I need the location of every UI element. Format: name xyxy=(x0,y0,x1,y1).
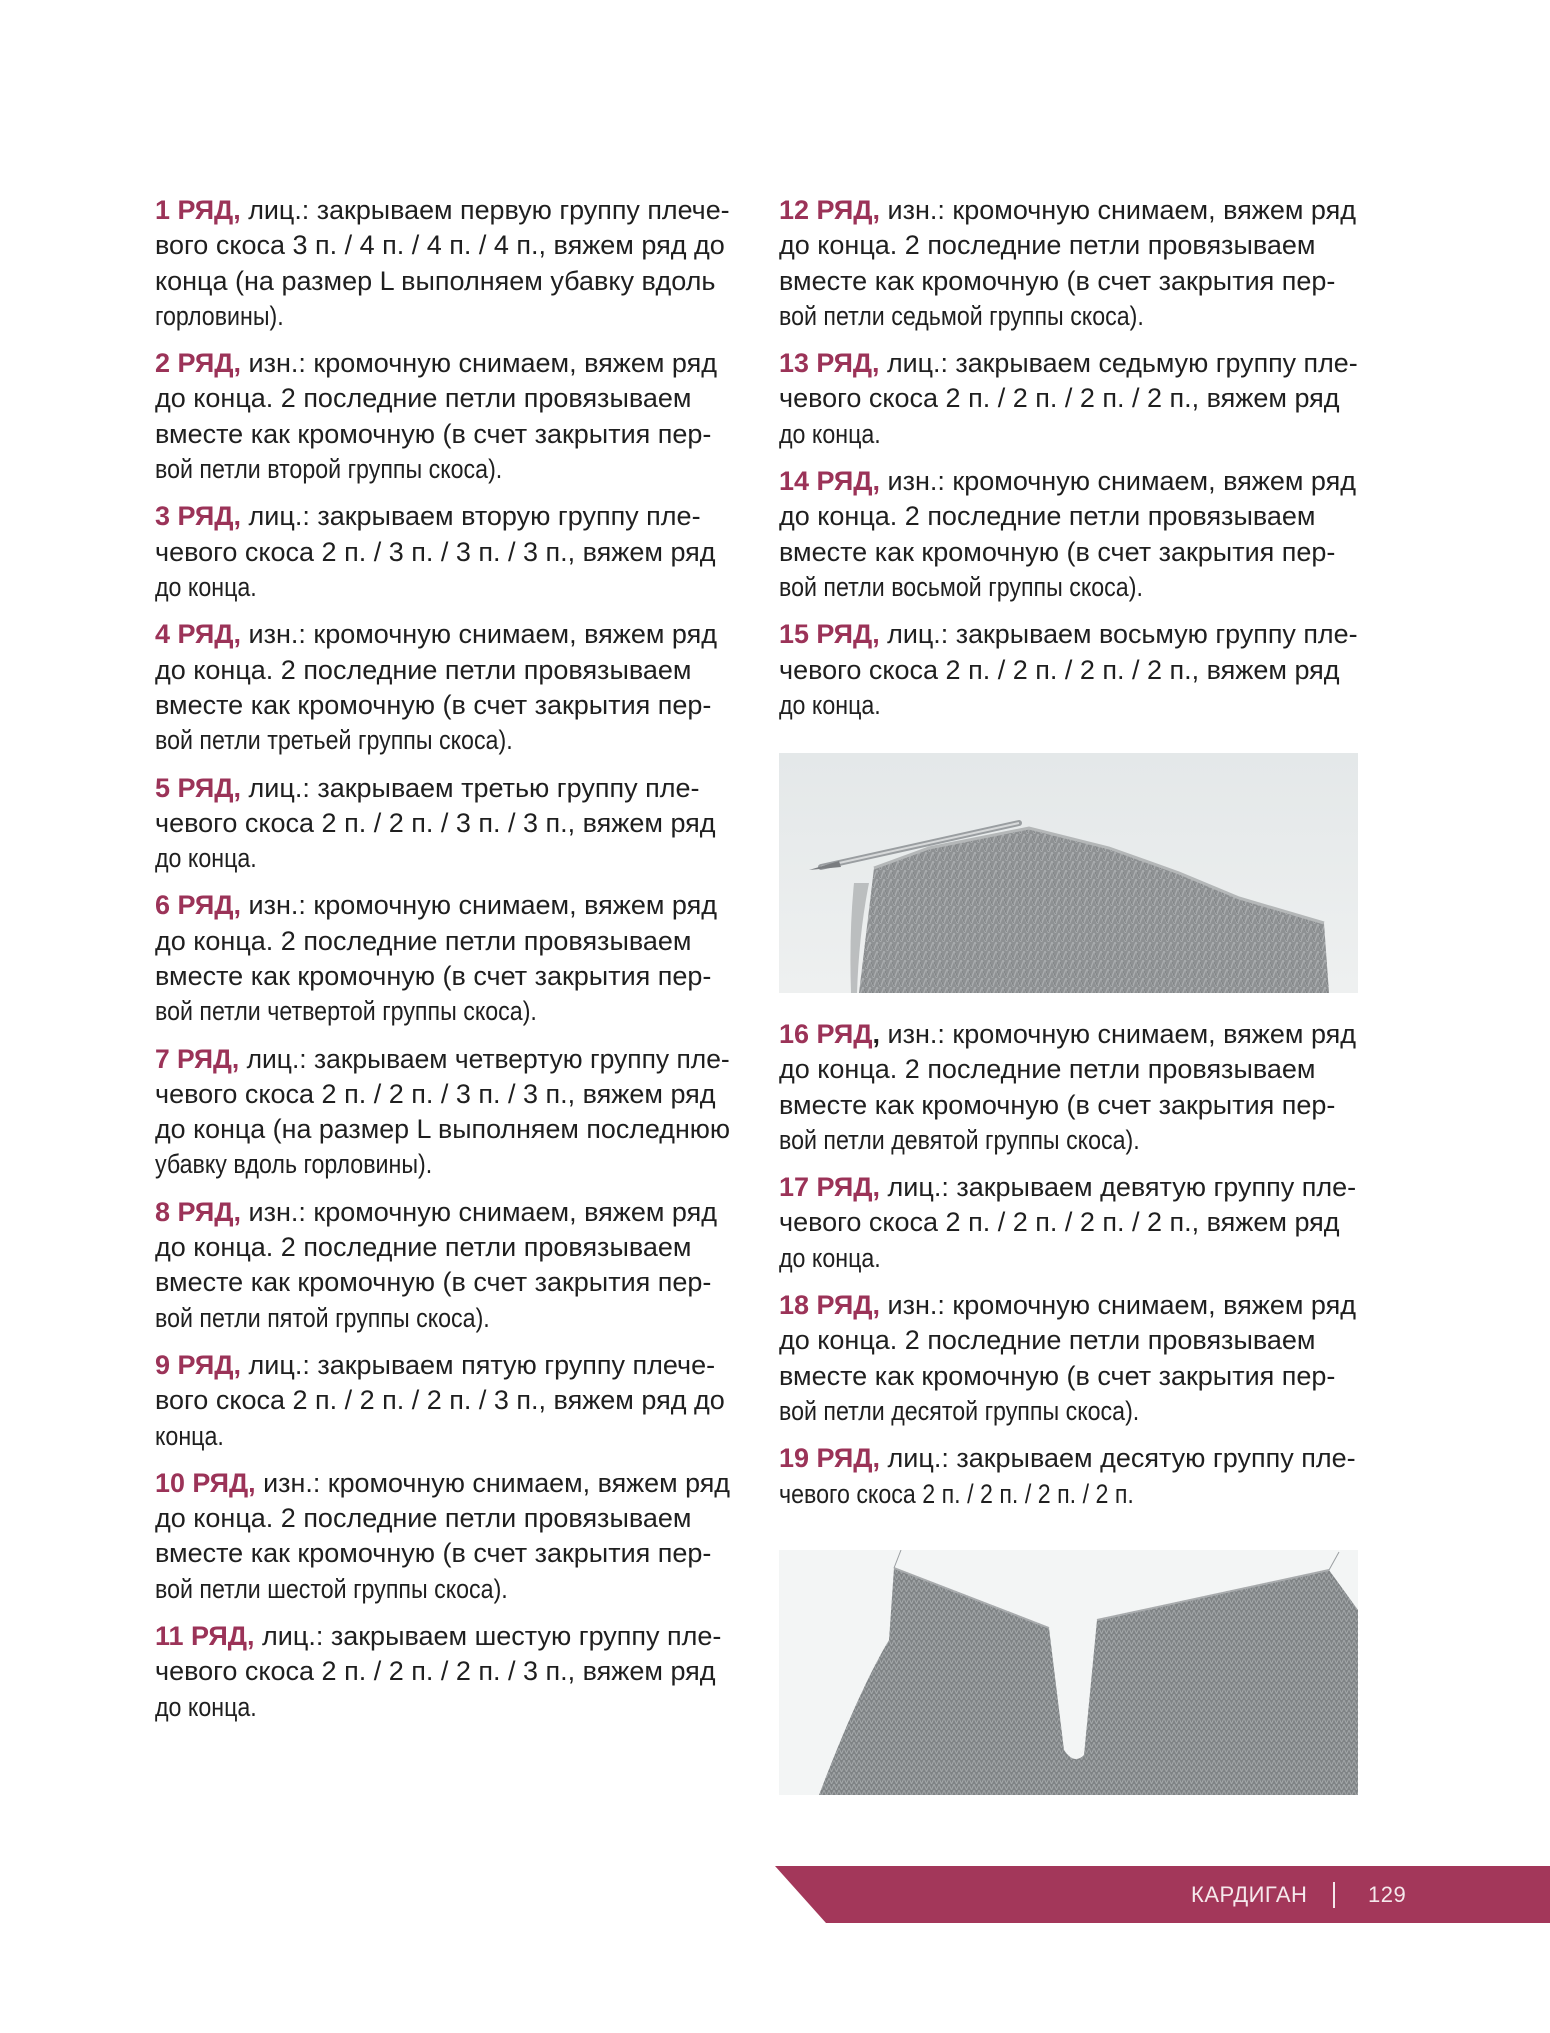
row-number-label: 11 РЯД, xyxy=(155,1621,255,1652)
instruction-line xyxy=(779,1017,1358,1052)
instruction-line xyxy=(779,688,1277,723)
instruction-line xyxy=(155,994,650,1029)
instruction-line xyxy=(155,1572,650,1607)
instruction-line xyxy=(779,1052,1358,1087)
row-instruction xyxy=(155,771,730,877)
instruction-line xyxy=(779,299,1277,334)
row-number-label: 19 РЯД, xyxy=(779,1443,881,1474)
instruction-line xyxy=(155,888,730,923)
instruction-line xyxy=(779,1359,1358,1394)
instruction-text: вой петли третьей группы скоса). xyxy=(155,725,513,756)
instruction-text: лиц.: закрываем третью группу пле- xyxy=(248,772,700,803)
instruction-line xyxy=(779,570,1277,605)
instruction-text: лиц.: закрываем десятую группу пле- xyxy=(887,1443,1356,1474)
instruction-line xyxy=(155,1077,730,1112)
instruction-line xyxy=(155,653,730,688)
instruction-line xyxy=(779,1477,1277,1512)
instruction-text: изн.: кромочную снимаем, вяжем ряд xyxy=(887,1290,1357,1321)
instruction-text: изн.: кромочную снимаем, вяжем ряд xyxy=(248,348,717,379)
row-number-label: 5 РЯД, xyxy=(155,772,241,803)
instruction-line xyxy=(155,1654,730,1689)
instruction-line xyxy=(155,771,730,806)
instruction-text: лиц.: закрываем шестую группу пле- xyxy=(262,1621,722,1652)
instruction-line xyxy=(155,1348,730,1383)
instruction-line xyxy=(779,228,1358,263)
instruction-line xyxy=(779,1170,1358,1205)
instruction-line xyxy=(155,959,730,994)
knitting-shoulder-photo xyxy=(779,753,1358,993)
instruction-line xyxy=(155,1301,650,1336)
instruction-text: чевого скоса 2 п. / 2 п. / 2 п. / 2 п., вяжем ряд xyxy=(779,1207,1340,1238)
instruction-line xyxy=(779,417,1277,452)
instruction-line xyxy=(155,1230,730,1265)
instruction-text: до конца. xyxy=(155,571,257,602)
instruction-text: до конца. 2 последние петли провязываем xyxy=(155,383,692,414)
row-instruction xyxy=(155,1619,730,1725)
row-number-label: 15 РЯД, xyxy=(779,619,880,650)
instruction-text: изн.: кромочную снимаем, вяжем ряд xyxy=(248,890,717,921)
instruction-text: до конца (на размер L выполняем последнюю xyxy=(155,1114,731,1145)
instruction-line xyxy=(779,1241,1277,1276)
instruction-text: чевого скоса 2 п. / 2 п. / 3 п. / 3 п., вяжем ряд xyxy=(155,1078,716,1109)
instruction-line xyxy=(779,1323,1358,1358)
instruction-line xyxy=(779,1123,1277,1158)
row-number-label: 6 РЯД, xyxy=(155,890,241,921)
instruction-text: до конца. 2 последние петли провязываем xyxy=(779,1054,1316,1085)
row-number-label: 9 РЯД, xyxy=(155,1350,241,1380)
instruction-text: до конца. xyxy=(155,1691,257,1722)
instruction-line xyxy=(155,264,730,299)
instruction-line xyxy=(155,535,730,570)
instruction-line xyxy=(155,417,730,452)
instruction-text: изн.: кромочную снимаем, вяжем ряд xyxy=(248,1196,717,1227)
row-instruction xyxy=(779,617,1358,723)
instruction-text: чевого скоса 2 п. / 2 п. / 2 п. / 2 п. xyxy=(779,1478,1134,1509)
row-instruction xyxy=(155,1042,730,1183)
instruction-text: лиц.: закрываем четвертую группу пле- xyxy=(246,1043,730,1074)
instruction-text: до конца. 2 последние петли провязываем xyxy=(779,1325,1316,1356)
instruction-text: вой петли шестой группы скоса). xyxy=(155,1573,508,1604)
instruction-line xyxy=(779,346,1358,381)
instruction-text: изн.: кромочную снимаем, вяжем ряд xyxy=(887,1019,1357,1049)
row-number-comma: , xyxy=(872,1019,881,1049)
instruction-text: изн.: кромочную снимаем, вяжем ряд xyxy=(887,466,1357,497)
instruction-line xyxy=(779,1205,1358,1240)
instruction-line xyxy=(155,1112,730,1147)
instruction-text: лиц.: закрываем первую группу плече- xyxy=(248,195,730,225)
instruction-line xyxy=(155,452,650,487)
instruction-text: до конца. 2 последние петли провязываем xyxy=(155,925,692,956)
instruction-text: вой петли второй группы скоса). xyxy=(155,454,503,485)
row-instruction xyxy=(779,346,1358,452)
neckline-photo-image xyxy=(779,1550,1358,1795)
instruction-text: вместе как кромочную (в счет закрытия пер- xyxy=(155,418,712,449)
instruction-text: конца (на размер L выполняем убавку вдоль xyxy=(155,265,716,296)
row-number-label: 3 РЯД, xyxy=(155,501,241,532)
row-number-label: 1 РЯД, xyxy=(155,195,241,225)
instruction-text: лиц.: закрываем девятую группу пле- xyxy=(887,1172,1357,1203)
instruction-line xyxy=(155,193,730,228)
row-instruction xyxy=(155,1195,730,1336)
row-instruction xyxy=(779,1170,1358,1276)
instruction-line xyxy=(779,381,1358,416)
instruction-line xyxy=(155,1195,730,1230)
instruction-line xyxy=(155,1147,650,1182)
row-instruction xyxy=(155,193,730,334)
section-title: КАРДИГАН xyxy=(1191,1882,1308,1907)
instruction-text: лиц.: закрываем вторую группу пле- xyxy=(248,501,701,532)
instruction-line xyxy=(779,1088,1358,1123)
row-number-label: 14 РЯД, xyxy=(779,466,881,497)
instruction-line xyxy=(779,499,1358,534)
instruction-line xyxy=(155,723,650,758)
row-number-label: 4 РЯД, xyxy=(155,619,241,650)
row-number-label: 13 РЯД, xyxy=(779,348,880,379)
instruction-text: до конца. 2 последние петли провязываем xyxy=(155,654,692,685)
instruction-text: вой петли седьмой группы скоса). xyxy=(779,300,1144,331)
row-number-label: 12 РЯД, xyxy=(779,195,881,225)
instruction-text: вой петли пятой группы скоса). xyxy=(155,1302,490,1333)
instruction-line xyxy=(779,1288,1358,1323)
instruction-text: вместе как кромочную (в счет закрытия пер- xyxy=(155,1538,712,1569)
instruction-text: вместе как кромочную (в счет закрытия пер- xyxy=(155,689,712,720)
instruction-text: изн.: кромочную снимаем, вяжем ряд xyxy=(887,195,1357,225)
instruction-text: вой петли девятой группы скоса). xyxy=(779,1124,1140,1155)
instruction-text: лиц.: закрываем пятую группу плече- xyxy=(248,1350,716,1380)
instruction-line xyxy=(155,806,730,841)
instruction-text: чевого скоса 2 п. / 2 п. / 3 п. / 3 п., вяжем ряд xyxy=(155,807,716,838)
row-number-label: 8 РЯД, xyxy=(155,1196,241,1227)
instruction-line xyxy=(779,264,1358,299)
row-number-label: 7 РЯД, xyxy=(155,1043,240,1074)
row-instruction xyxy=(779,464,1358,605)
instruction-line xyxy=(779,535,1358,570)
instruction-text: изн.: кромочную снимаем, вяжем ряд xyxy=(248,619,717,650)
instruction-line xyxy=(155,499,730,534)
instruction-line xyxy=(155,1419,650,1454)
row-number-label: 2 РЯД, xyxy=(155,348,241,379)
instruction-text: чевого скоса 2 п. / 2 п. / 2 п. / 3 п., вяжем ряд xyxy=(155,1656,716,1687)
instruction-text: вместе как кромочную (в счет закрытия пер- xyxy=(779,536,1336,567)
instruction-text: вой петли четвертой группы скоса). xyxy=(155,996,537,1027)
row-number-label: 10 РЯД, xyxy=(155,1467,256,1498)
instruction-line xyxy=(779,1441,1358,1476)
shoulder-photo-image xyxy=(779,753,1358,993)
instruction-line xyxy=(155,1265,730,1300)
instruction-text: вого скоса 3 п. / 4 п. / 4 п. / 4 п., вяжем ряд до xyxy=(155,230,725,261)
row-instruction xyxy=(155,1348,730,1454)
instruction-line xyxy=(155,1042,730,1077)
instruction-line xyxy=(779,464,1358,499)
instruction-text: вой петли восьмой группы скоса). xyxy=(779,571,1143,602)
instruction-line xyxy=(155,346,730,381)
instruction-line xyxy=(155,1383,730,1418)
footer-band-shape xyxy=(775,1866,1550,1923)
instruction-text: конца. xyxy=(155,1420,224,1451)
instruction-line xyxy=(155,1536,730,1571)
instruction-text: лиц.: закрываем седьмую группу пле- xyxy=(886,348,1358,379)
row-instruction xyxy=(155,499,730,605)
row-instruction xyxy=(155,1466,730,1607)
row-instruction xyxy=(779,1441,1358,1512)
instruction-line xyxy=(779,653,1358,688)
instruction-text: убавку вдоль горловины). xyxy=(155,1149,433,1180)
footer-band xyxy=(775,1866,1550,1923)
row-instruction xyxy=(155,617,730,758)
instruction-text: чевого скоса 2 п. / 2 п. / 2 п. / 2 п., вяжем ряд xyxy=(779,383,1340,414)
instruction-text: горловины). xyxy=(155,300,284,331)
page-number: 129 xyxy=(1368,1882,1407,1907)
instruction-text: до конца. 2 последние петли провязываем xyxy=(155,1232,692,1263)
instruction-text: до конца. xyxy=(779,418,881,449)
instruction-text: вместе как кромочную (в счет закрытия пер- xyxy=(155,1267,712,1298)
instruction-text: до конца. 2 последние петли провязываем xyxy=(779,230,1316,261)
row-instruction xyxy=(155,888,730,1029)
row-number-label: 16 РЯД xyxy=(779,1019,873,1049)
instruction-text: до конца. xyxy=(155,843,257,874)
instruction-line xyxy=(779,617,1358,652)
instruction-line xyxy=(155,228,730,263)
instruction-line xyxy=(155,841,650,876)
row-instruction xyxy=(779,1017,1358,1158)
row-number-label: 18 РЯД, xyxy=(779,1290,881,1321)
instruction-text: до конца. 2 последние петли провязываем xyxy=(779,501,1316,532)
instruction-line xyxy=(779,193,1358,228)
instruction-line xyxy=(779,1394,1277,1429)
instruction-line xyxy=(155,381,730,416)
row-instruction xyxy=(779,1288,1358,1429)
instruction-line xyxy=(155,688,730,723)
instruction-line xyxy=(155,1466,730,1501)
row-number-label: 17 РЯД, xyxy=(779,1172,881,1203)
instruction-line xyxy=(155,924,730,959)
instruction-line xyxy=(155,1619,730,1654)
instruction-text: чевого скоса 2 п. / 2 п. / 2 п. / 2 п., вяжем ряд xyxy=(779,654,1340,685)
instruction-text: вой петли десятой группы скоса). xyxy=(779,1395,1140,1426)
instruction-text: до конца. xyxy=(779,689,881,720)
instruction-line xyxy=(155,570,650,605)
instruction-text: до конца. xyxy=(779,1242,881,1273)
footer-divider xyxy=(1333,1882,1335,1908)
cardigan-neckline-photo xyxy=(779,1550,1358,1795)
row-instruction xyxy=(779,193,1358,334)
instruction-line xyxy=(155,299,650,334)
instruction-text: до конца. 2 последние петли провязываем xyxy=(155,1503,692,1534)
instruction-text: вместе как кромочную (в счет закрытия пер- xyxy=(779,265,1336,296)
instruction-text: изн.: кромочную снимаем, вяжем ряд xyxy=(263,1467,731,1498)
instruction-text: вого скоса 2 п. / 2 п. / 2 п. / 3 п., вяжем ряд до xyxy=(155,1385,725,1416)
instruction-line xyxy=(155,617,730,652)
row-instruction xyxy=(155,346,730,487)
instruction-text: вместе как кромочную (в счет закрытия пер- xyxy=(155,960,712,991)
instruction-text: чевого скоса 2 п. / 3 п. / 3 п. / 3 п., вяжем ряд xyxy=(155,536,716,567)
instruction-line xyxy=(155,1690,650,1725)
instruction-text: лиц.: закрываем восьмую группу пле- xyxy=(887,619,1358,650)
instruction-text: вместе как кромочную (в счет закрытия пер- xyxy=(779,1360,1336,1391)
instruction-line xyxy=(155,1501,730,1536)
instruction-text: вместе как кромочную (в счет закрытия пер- xyxy=(779,1089,1336,1120)
